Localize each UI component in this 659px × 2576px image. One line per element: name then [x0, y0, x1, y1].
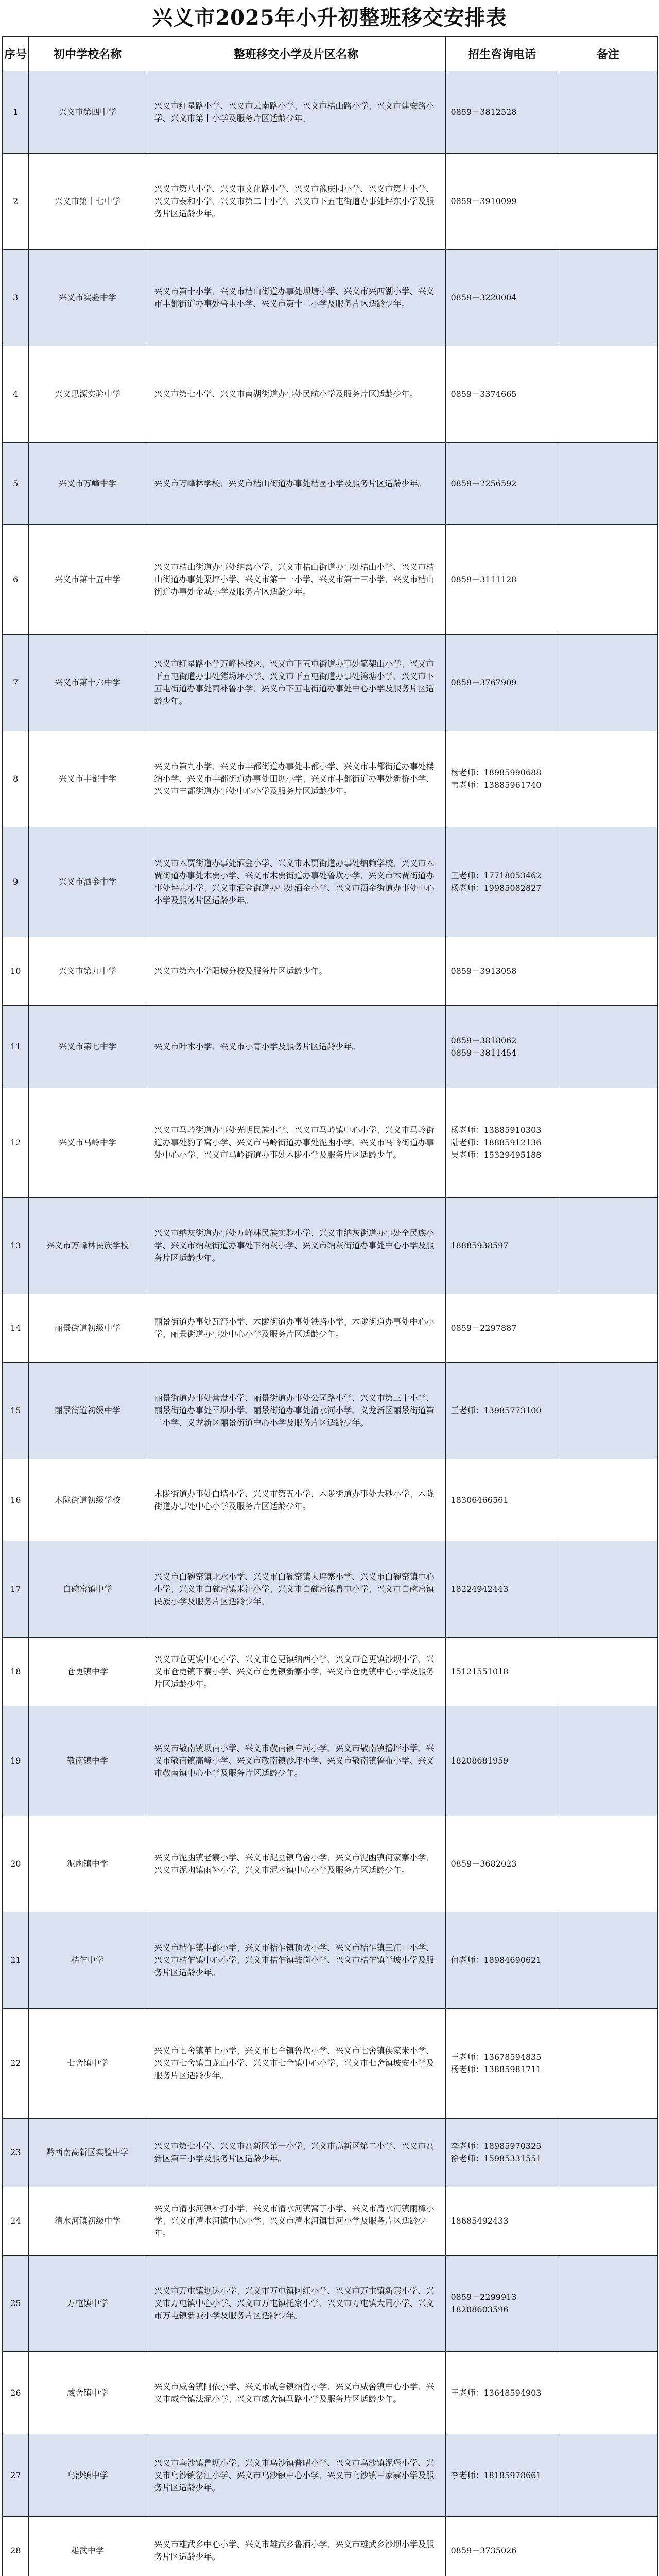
consult-phone: 0859－3220004: [445, 250, 559, 346]
row-note: [559, 1363, 657, 1459]
feeder-area: 兴义市桔乍镇丰都小学、兴义市桔乍镇顶效小学、兴义市桔乍镇三江口小学、兴义市桔乍镇中心小学、兴义市桔乍镇坡岗小学、兴义市桔乍镇半坡小学及服务片区适龄少年。: [147, 1912, 445, 2009]
consult-phone: 18224942443: [445, 1541, 559, 1638]
feeder-area: 兴义市敬南镇坝南小学、兴义市敬南镇白河小学、兴义市敬南镇播坪小学、兴义市敬南镇高峰小学、兴义市敬南镇沙坪小学、兴义市敬南镇鲁布小学、兴义市敬南镇中心小学及服务片区适龄少年。: [147, 1706, 445, 1816]
row-index: 25: [3, 2256, 28, 2352]
feeder-area: 兴义市叶木小学、兴义市小青小学及服务片区适龄少年。: [147, 1006, 445, 1088]
row-note: [559, 1006, 657, 1088]
school-name: 白碗窑镇中学: [28, 1541, 147, 1638]
consult-phone: 0859－3374665: [445, 346, 559, 443]
row-note: [559, 2256, 657, 2352]
school-name: 兴义市丰都中学: [28, 731, 147, 827]
row-index: 26: [3, 2352, 28, 2434]
row-index: 3: [3, 250, 28, 346]
row-index: 20: [3, 1816, 28, 1912]
row-index: 17: [3, 1541, 28, 1638]
row-note: [559, 154, 657, 250]
table-row: [3, 1706, 657, 1816]
row-note: [559, 2009, 657, 2119]
row-note: [559, 827, 657, 937]
table-row: [3, 1088, 657, 1198]
feeder-area: 兴义市威舍镇阿依小学、兴义市威舍镇纳省小学、兴义市威舍镇中心小学、兴义市威舍镇法泥小学、兴义市威舍镇马路小学及服务片区适龄少年。: [147, 2352, 445, 2434]
consult-phone: 杨老师：13885910303 陆老师：18885912136 吴老师：15329495188: [445, 1088, 559, 1198]
school-name: 威舍镇中学: [28, 2352, 147, 2434]
feeder-area: 兴义市马岭街道办事处光明民族小学、兴义市马岭镇中心小学、兴义市马岭街道办事处豹子窝小学、兴义市马岭街道办事处泥凼小学、兴义市马岭街道办事处中心小学、兴义市马岭街道办事处木陇小学及服务片区适龄少年。: [147, 1088, 445, 1198]
table-row: [3, 250, 657, 346]
table-row: [3, 1198, 657, 1294]
row-note: [559, 937, 657, 1006]
row-index: 1: [3, 71, 28, 154]
feeder-area: 兴义市七舍镇革上小学、兴义市七舍镇鲁坎小学、兴义市七舍镇侠家米小学、兴义市七舍镇白龙山小学、兴义市七舍镇中心小学、兴义市七舍镇坡安小学及服务片区适龄少年。: [147, 2009, 445, 2119]
row-note: [559, 1638, 657, 1706]
table-row: [3, 1006, 657, 1088]
table-row: [3, 827, 657, 937]
feeder-area: 兴义市桔山街道办事处纳窝小学、兴义市桔山街道办事处桔山小学、兴义市桔山街道办事处栗坪小学、兴义市第十一小学、兴义市第十三小学、兴义市桔山街道办事处金城小学及服务片区适龄少年。: [147, 525, 445, 635]
school-name: 清水河镇初级中学: [28, 2187, 147, 2256]
enrollment-table: [2, 36, 658, 2576]
feeder-area: 丽景街道办事处瓦窑小学、木陇街道办事处铁路小学、木陇街道办事处中心小学、丽景街道办事处中心小学及服务片区适龄少年。: [147, 1294, 445, 1363]
row-index: 11: [3, 1006, 28, 1088]
school-name: 泥凼镇中学: [28, 1816, 147, 1912]
table-row: [3, 1459, 657, 1541]
school-name: 仓更镇中学: [28, 1638, 147, 1706]
header-cell-index: 序号: [3, 37, 28, 71]
school-name: 木陇街道初级学校: [28, 1459, 147, 1541]
school-name: 兴义市第十七中学: [28, 154, 147, 250]
feeder-area: 兴义市雄武乡中心小学、兴义市雄武乡鲁洒小学、兴义市雄武乡沙坝小学及服务片区适龄少年。: [147, 2517, 445, 2576]
header-cell-phone: 招生咨询电话: [445, 37, 559, 71]
row-note: [559, 2187, 657, 2256]
row-index: 16: [3, 1459, 28, 1541]
header-cell-note: 备注: [559, 37, 657, 71]
consult-phone: 0859－3818062 0859－3811454: [445, 1006, 559, 1088]
school-name: 兴义市实验中学: [28, 250, 147, 346]
row-note: [559, 1816, 657, 1912]
feeder-area: 兴义市第九小学、兴义市丰都街道办事处丰都小学、兴义市丰都街道办事处楼纳小学、兴义市丰都街道办事处田坝小学、兴义市丰都街道办事处新桥小学、兴义市丰都街道办事处中心小学及服务片区适龄少年。: [147, 731, 445, 827]
consult-phone: 0859－3111128: [445, 525, 559, 635]
consult-phone: 杨老师：18985990688 韦老师：13885961740: [445, 731, 559, 827]
feeder-area: 兴义市红星路小学万峰林校区、兴义市下五屯街道办事处笔架山小学、兴义市下五屯街道办事处猪场坪小学、兴义市下五屯街道办事处湾塘小学、兴义市下五屯街道办事处雨补鲁小学、兴义市下五屯街道办事处中心小学及服务片区适龄少年。: [147, 635, 445, 731]
feeder-area: 兴义市清水河镇补打小学、兴义市清水河镇窝子小学、兴义市清水河镇雨樟小学、兴义市清水河镇中心小学、兴义市清水河镇甘河小学及服务片区适龄少年。: [147, 2187, 445, 2256]
consult-phone: 0859－2256592: [445, 443, 559, 525]
consult-phone: 王老师：13678594835 杨老师：13885981711: [445, 2009, 559, 2119]
table-row: [3, 1638, 657, 1706]
row-note: [559, 1294, 657, 1363]
feeder-area: 兴义市乌沙镇鲁坝小学、兴义市乌沙镇普晴小学、兴义市乌沙镇泥堡小学、兴义市乌沙镇岔江小学、兴义市乌沙镇中心小学、兴义市乌沙镇三家寨小学及服务片区适龄少年。: [147, 2434, 445, 2517]
table-body: [3, 71, 657, 2576]
row-index: 21: [3, 1912, 28, 2009]
table-row: [3, 443, 657, 525]
row-index: 13: [3, 1198, 28, 1294]
table-row: [3, 1912, 657, 2009]
feeder-area: 兴义市第七小学、兴义市高新区第一小学、兴义市高新区第二小学、兴义市高新区第三小学及服务片区适龄少年。: [147, 2119, 445, 2187]
page-title: 兴义市2025年小升初整班移交安排表: [152, 6, 507, 30]
table-row: [3, 1541, 657, 1638]
table-row: [3, 2009, 657, 2119]
header-cell-area: 整班移交小学及片区名称: [147, 37, 445, 71]
feeder-area: 兴义市木贾街道办事处洒金小学、兴义市木贾街道办事处纳赖学校、兴义市木贾街道办事处木贾小学、兴义市木贾街道办事处鲁坎小学、兴义市木贾街道办事处坪寨小学、兴义市洒金街道办事处洒金小学、兴义市洒金街道办事处中心小学及服务片区适龄少年。: [147, 827, 445, 937]
table-row: [3, 731, 657, 827]
school-name: 兴义思源实验中学: [28, 346, 147, 443]
consult-phone: 15121551018: [445, 1638, 559, 1706]
row-index: 18: [3, 1638, 28, 1706]
row-note: [559, 731, 657, 827]
row-note: [559, 635, 657, 731]
consult-phone: 王老师：13648594903: [445, 2352, 559, 2434]
consult-phone: 0859－3910099: [445, 154, 559, 250]
row-note: [559, 525, 657, 635]
row-index: 9: [3, 827, 28, 937]
school-name: 黔西南高新区实验中学: [28, 2119, 147, 2187]
row-index: 24: [3, 2187, 28, 2256]
consult-phone: 0859－2297887: [445, 1294, 559, 1363]
table-row: [3, 1363, 657, 1459]
table-row: [3, 71, 657, 154]
row-note: [559, 250, 657, 346]
consult-phone: 18306466561: [445, 1459, 559, 1541]
row-note: [559, 443, 657, 525]
row-index: 27: [3, 2434, 28, 2517]
consult-phone: 王老师：17718053462 杨老师：19985082827: [445, 827, 559, 937]
consult-phone: 18885938597: [445, 1198, 559, 1294]
school-name: 七舍镇中学: [28, 2009, 147, 2119]
school-name: 敬南镇中学: [28, 1706, 147, 1816]
feeder-area: 兴义市万峰林学校、兴义市桔山街道办事处桔园小学及服务片区适龄少年。: [147, 443, 445, 525]
feeder-area: 兴义市第七小学、兴义市南湖街道办事处民航小学及服务片区适龄少年。: [147, 346, 445, 443]
feeder-area: 兴义市万屯镇坝达小学、兴义市万屯镇阿红小学、兴义市万屯镇新寨小学、兴义市万屯镇中心小学、兴义市万屯镇托家小学、兴义市万屯镇大同小学、兴义市万屯镇新城小学及服务片区适龄少年。: [147, 2256, 445, 2352]
row-index: 6: [3, 525, 28, 635]
row-index: 2: [3, 154, 28, 250]
school-name: 兴义市洒金中学: [28, 827, 147, 937]
school-name: 兴义市第四中学: [28, 71, 147, 154]
table-row: [3, 346, 657, 443]
school-name: 雄武中学: [28, 2517, 147, 2576]
row-index: 23: [3, 2119, 28, 2187]
feeder-area: 木陇街道办事处白墙小学、兴义市第五小学、木陇街道办事处大砂小学、木陇街道办事处中心小学及服务片区适龄少年。: [147, 1459, 445, 1541]
row-index: 19: [3, 1706, 28, 1816]
table-row: [3, 2187, 657, 2256]
consult-phone: 0859－3913058: [445, 937, 559, 1006]
school-name: 乌沙镇中学: [28, 2434, 147, 2517]
table-row: [3, 635, 657, 731]
row-note: [559, 1459, 657, 1541]
school-name: 兴义市万峰中学: [28, 443, 147, 525]
feeder-area: 兴义市仓更镇中心小学、兴义市仓更镇纳西小学、兴义市仓更镇沙坝小学、兴义市仓更镇下寨小学、兴义市仓更镇新寨小学、兴义市仓更镇中心小学及服务片区适龄少年。: [147, 1638, 445, 1706]
school-name: 丽景街道初级中学: [28, 1363, 147, 1459]
consult-phone: 王老师：13985773100: [445, 1363, 559, 1459]
row-index: 15: [3, 1363, 28, 1459]
feeder-area: 兴义市白碗窑镇北水小学、兴义市白碗窑镇大坪寨小学、兴义市白碗窑镇中心小学、兴义市白碗窑镇米汪小学、兴义市白碗窑镇鲁屯小学、兴义市白碗窑镇民族小学及服务片区适龄少年。: [147, 1541, 445, 1638]
feeder-area: 兴义市泥凼镇老寨小学、兴义市泥凼镇乌舍小学、兴义市泥凼镇何家寨小学、兴义市泥凼镇雨补小学、兴义市泥凼镇中心小学及服务片区适龄少年。: [147, 1816, 445, 1912]
table-header-row: [3, 37, 657, 71]
school-name: 兴义市万峰林民族学校: [28, 1198, 147, 1294]
table-row: [3, 2517, 657, 2576]
row-note: [559, 1912, 657, 2009]
school-name: 兴义市第七中学: [28, 1006, 147, 1088]
row-index: 12: [3, 1088, 28, 1198]
consult-phone: 18685492433: [445, 2187, 559, 2256]
row-index: 22: [3, 2009, 28, 2119]
row-note: [559, 1198, 657, 1294]
consult-phone: 李老师：18185978661: [445, 2434, 559, 2517]
school-name: 兴义市第十六中学: [28, 635, 147, 731]
row-index: 10: [3, 937, 28, 1006]
feeder-area: 兴义市第六小学阳城分校及服务片区适龄少年。: [147, 937, 445, 1006]
row-note: [559, 2434, 657, 2517]
table-row: [3, 1294, 657, 1363]
row-note: [559, 1541, 657, 1638]
school-name: 万屯镇中学: [28, 2256, 147, 2352]
consult-phone: 0859－3682023: [445, 1816, 559, 1912]
table-row: [3, 525, 657, 635]
row-note: [559, 71, 657, 154]
consult-phone: 0859－2299913 18208603596: [445, 2256, 559, 2352]
row-note: [559, 2119, 657, 2187]
row-index: 14: [3, 1294, 28, 1363]
school-name: 兴义市马岭中学: [28, 1088, 147, 1198]
row-note: [559, 2517, 657, 2576]
table-row: [3, 154, 657, 250]
row-index: 7: [3, 635, 28, 731]
school-name: 兴义市第九中学: [28, 937, 147, 1006]
feeder-area: 兴义市纳灰街道办事处万峰林民族实验小学、兴义市纳灰街道办事处全民族小学、兴义市纳灰街道办事处下纳灰小学、兴义市纳灰街道办事处中心小学及服务片区适龄少年。: [147, 1198, 445, 1294]
table-row: [3, 2352, 657, 2434]
row-note: [559, 1088, 657, 1198]
consult-phone: 0859－3735026: [445, 2517, 559, 2576]
row-index: 8: [3, 731, 28, 827]
row-index: 28: [3, 2517, 28, 2576]
consult-phone: 李老师：18985970325 徐老师：15985331551: [445, 2119, 559, 2187]
header-cell-school: 初中学校名称: [28, 37, 147, 71]
table-row: [3, 2119, 657, 2187]
row-index: 4: [3, 346, 28, 443]
feeder-area: 兴义市红星路小学、兴义市云南路小学、兴义市桔山路小学、兴义市建安路小学、兴义市第十小学及服务片区适龄少年。: [147, 71, 445, 154]
consult-phone: 0859－3812528: [445, 71, 559, 154]
feeder-area: 兴义市第十小学、兴义市桔山街道办事处坝塘小学、兴义市兴西湖小学、兴义市丰都街道办事处鲁屯小学、兴义市第十二小学及服务片区适龄少年。: [147, 250, 445, 346]
table-row: [3, 1816, 657, 1912]
school-name: 丽景街道初级中学: [28, 1294, 147, 1363]
feeder-area: 丽景街道办事处营盘小学、丽景街道办事处公园路小学、兴义市第三十小学、丽景街道办事处平坝小学、丽景街道办事处清水河小学、义龙新区丽景街道第二小学、义龙新区丽景街道中心小学及服务片区适龄少年。: [147, 1363, 445, 1459]
feeder-area: 兴义市第八小学、兴义市文化路小学、兴义市豫庆园小学、兴义市第九小学、兴义市泰和小学、兴义市第二十小学、兴义市下五屯街道办事处坪东小学及服务片区适龄少年。: [147, 154, 445, 250]
row-index: 5: [3, 443, 28, 525]
consult-phone: 0859－3767909: [445, 635, 559, 731]
school-name: 桔乍中学: [28, 1912, 147, 2009]
consult-phone: 18208681959: [445, 1706, 559, 1816]
row-note: [559, 2352, 657, 2434]
table-row: [3, 2256, 657, 2352]
consult-phone: 何老师：18984690621: [445, 1912, 559, 2009]
table-row: [3, 2434, 657, 2517]
school-name: 兴义市第十五中学: [28, 525, 147, 635]
table-row: [3, 937, 657, 1006]
row-note: [559, 346, 657, 443]
row-note: [559, 1706, 657, 1816]
